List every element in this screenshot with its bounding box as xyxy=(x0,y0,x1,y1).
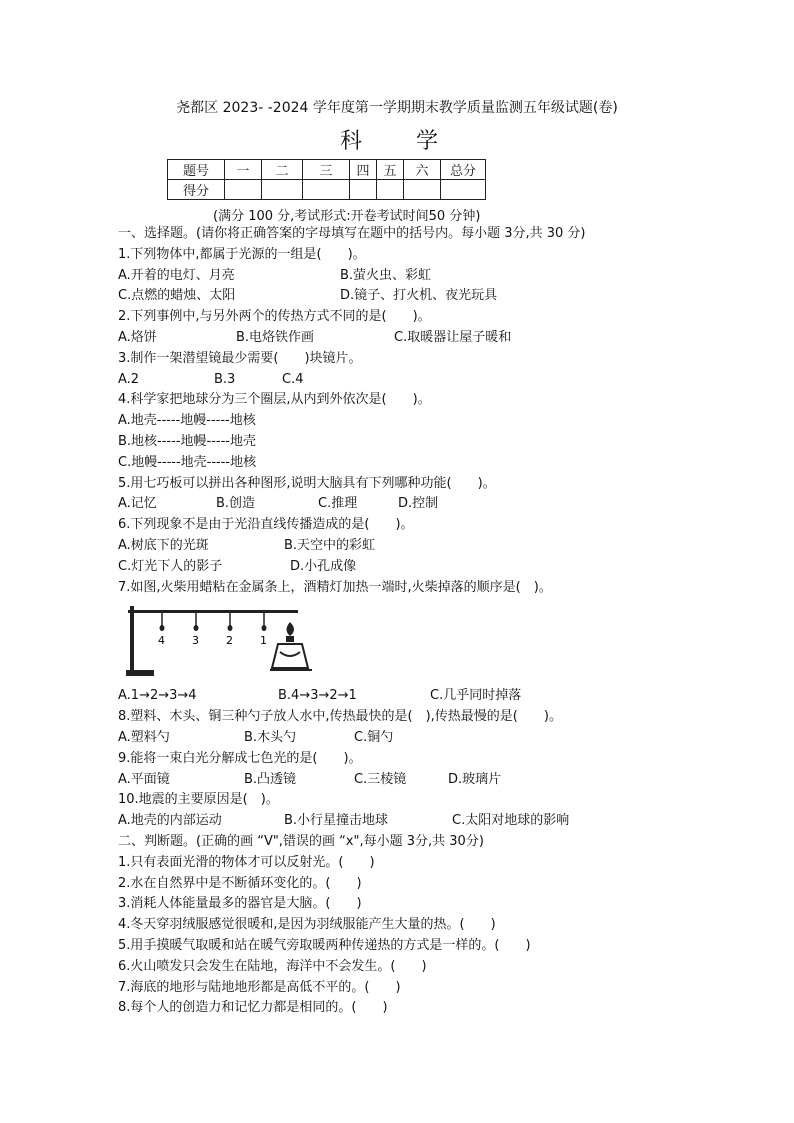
match-label: 2 xyxy=(226,634,233,648)
question-stem: 10.地震的主要原因是( )。 xyxy=(118,792,279,808)
match-label: 4 xyxy=(158,634,165,648)
option: C.太阳对地球的影响 xyxy=(452,813,570,829)
option: C.点燃的蜡烛、太阳 xyxy=(118,288,236,304)
option: A.树底下的光斑 xyxy=(118,537,209,553)
exam-note: (满分 100 分,考试形式:开卷考试时间50 分钟) xyxy=(213,209,481,224)
score-table-score-row xyxy=(168,180,486,200)
question-stem: 4.科学家把地球分为三个圈层,从内到外依次是( )。 xyxy=(118,392,431,408)
judgment-item: 4.冬天穿羽绒服感觉很暖和,是因为羽绒服能产生大量的热。( ) xyxy=(118,917,496,933)
judgment-item: 8.每个人的创造力和记忆力都是相同的。( ) xyxy=(118,1000,388,1016)
score-cell: 三 xyxy=(303,160,350,180)
question-stem: 8.塑料、木头、铜三种勺子放人水中,传热最快的是( ),传热最慢的是( )。 xyxy=(118,709,562,725)
option: A.记忆 xyxy=(118,496,157,512)
score-cell: 总分 xyxy=(441,160,486,180)
stand-pole xyxy=(130,606,134,672)
judgment-item: 2.水在自然界中是不断循环变化的。( ) xyxy=(118,875,362,891)
option: C.铜勺 xyxy=(354,729,394,745)
exam-content xyxy=(118,224,678,1019)
score-cell[interactable] xyxy=(404,180,441,200)
heat-conduction-diagram xyxy=(118,598,678,686)
diagram-svg xyxy=(118,598,318,684)
option-row xyxy=(118,728,678,749)
option: B.凸透镜 xyxy=(244,771,297,787)
metal-strip xyxy=(128,610,298,613)
option: C.推理 xyxy=(318,496,358,512)
match xyxy=(262,613,267,631)
option: C.三棱镜 xyxy=(354,771,407,787)
question-stem: 5.用七巧板可以拼出各种图形,说明大脑具有下列哪种功能( )。 xyxy=(118,475,496,491)
score-cell: 题号 xyxy=(168,160,225,180)
score-cell[interactable] xyxy=(303,180,350,200)
score-table-header-row xyxy=(168,160,486,180)
option: D.控制 xyxy=(398,496,439,512)
option: A.塑料勺 xyxy=(118,729,170,745)
option: A.1→2→3→4 xyxy=(118,688,197,704)
score-table xyxy=(167,159,486,200)
option: C.4 xyxy=(282,371,304,387)
judgment-item: 1.只有表面光滑的物体才可以反射光。( ) xyxy=(118,854,375,870)
option-row xyxy=(118,370,678,391)
question-stem: 2.下列事例中,与另外两个的传热方式不同的是( )。 xyxy=(118,309,431,325)
option-row xyxy=(118,328,678,349)
alcohol-lamp-icon xyxy=(270,622,312,670)
option: A.2 xyxy=(118,371,140,387)
option: B.创造 xyxy=(216,496,256,512)
match-label: 1 xyxy=(260,634,267,648)
option: D.镜子、打火机、夜光玩具 xyxy=(340,288,498,304)
score-cell: 六 xyxy=(404,160,441,180)
option: D.小孔成像 xyxy=(290,558,357,574)
option: A.开着的电灯、月亮 xyxy=(118,267,235,283)
option: B.电烙铁作画 xyxy=(236,329,315,345)
option: A.地壳-----地幔-----地核 xyxy=(118,413,256,429)
option: B.木头勺 xyxy=(244,729,297,745)
score-cell: 五 xyxy=(377,160,404,180)
question-stem: 6.下列现象不是由于光沿直线传播造成的是( )。 xyxy=(118,517,414,533)
score-cell[interactable] xyxy=(225,180,262,200)
judgment-item: 5.用手摸暖气取暖和站在暖气旁取暖两种传递热的方式是一样的。( ) xyxy=(118,937,531,953)
option: A.烙饼 xyxy=(118,329,157,345)
score-cell: 得分 xyxy=(168,180,225,200)
judgment-item: 3.消耗人体能量最多的器官是大脑。( ) xyxy=(118,896,362,912)
option-row xyxy=(118,770,678,791)
question-stem: 3.制作一架潜望镜最少需要( )块镜片。 xyxy=(118,350,362,366)
option: D.玻璃片 xyxy=(448,771,502,787)
question-stem: 1.下列物体中,都属于光源的一组是( )。 xyxy=(118,246,366,262)
option: B.4→3→2→1 xyxy=(278,688,357,704)
exam-header: 尧都区 2023- -2024 学年度第一学期期末教学质量监测五年级试题(卷) xyxy=(176,100,618,116)
match-label: 3 xyxy=(192,634,199,648)
score-cell: 一 xyxy=(225,160,262,180)
judgment-item: 7.海底的地形与陆地地形都是高低不平的。( ) xyxy=(118,979,401,995)
section-judgment-title: 二、判断题。(正确的画 “V",错误的画 “x",每小题 3分,共 30分) xyxy=(118,833,484,849)
section-choice-title: 一、选择题。(请你将正确答案的字母填写在题中的括号内。每小题 3分,共 30 分) xyxy=(118,226,586,241)
option: C.取暖器让屋子暖和 xyxy=(394,329,512,345)
question-stem: 9.能将一束白光分解成七色光的是( )。 xyxy=(118,750,362,766)
option: A.地壳的内部运动 xyxy=(118,813,222,829)
match xyxy=(160,613,165,631)
option: C.几乎同时掉落 xyxy=(430,688,522,704)
score-cell[interactable] xyxy=(262,180,303,200)
score-cell[interactable] xyxy=(377,180,404,200)
score-cell: 四 xyxy=(350,160,377,180)
option-row xyxy=(118,557,678,578)
subject-title: 科 学 xyxy=(339,129,454,154)
option-row xyxy=(118,536,678,557)
option: B.天空中的彩虹 xyxy=(284,537,376,553)
option-row xyxy=(118,686,678,707)
option-row xyxy=(118,811,678,832)
option: B.地核-----地幔-----地壳 xyxy=(118,433,256,449)
score-cell[interactable] xyxy=(350,180,377,200)
option: B.小行星撞击地球 xyxy=(284,813,389,829)
match xyxy=(194,613,199,631)
question-stem: 7.如图,火柴用蜡粘在金属条上，酒精灯加热一端时,火柴掉落的顺序是( )。 xyxy=(118,579,552,595)
option: B.萤火虫、彩虹 xyxy=(340,267,432,283)
option-row xyxy=(118,494,678,515)
option: C.灯光下人的影子 xyxy=(118,558,223,574)
option-row xyxy=(118,286,678,307)
option-row xyxy=(118,266,678,287)
score-cell: 二 xyxy=(262,160,303,180)
option: B.3 xyxy=(214,371,236,387)
score-cell[interactable] xyxy=(441,180,486,200)
option: A.平面镜 xyxy=(118,771,170,787)
judgment-item: 6.火山喷发只会发生在陆地，海洋中不会发生。( ) xyxy=(118,958,427,974)
option: C.地幔-----地壳-----地核 xyxy=(118,454,257,470)
match xyxy=(228,613,233,631)
